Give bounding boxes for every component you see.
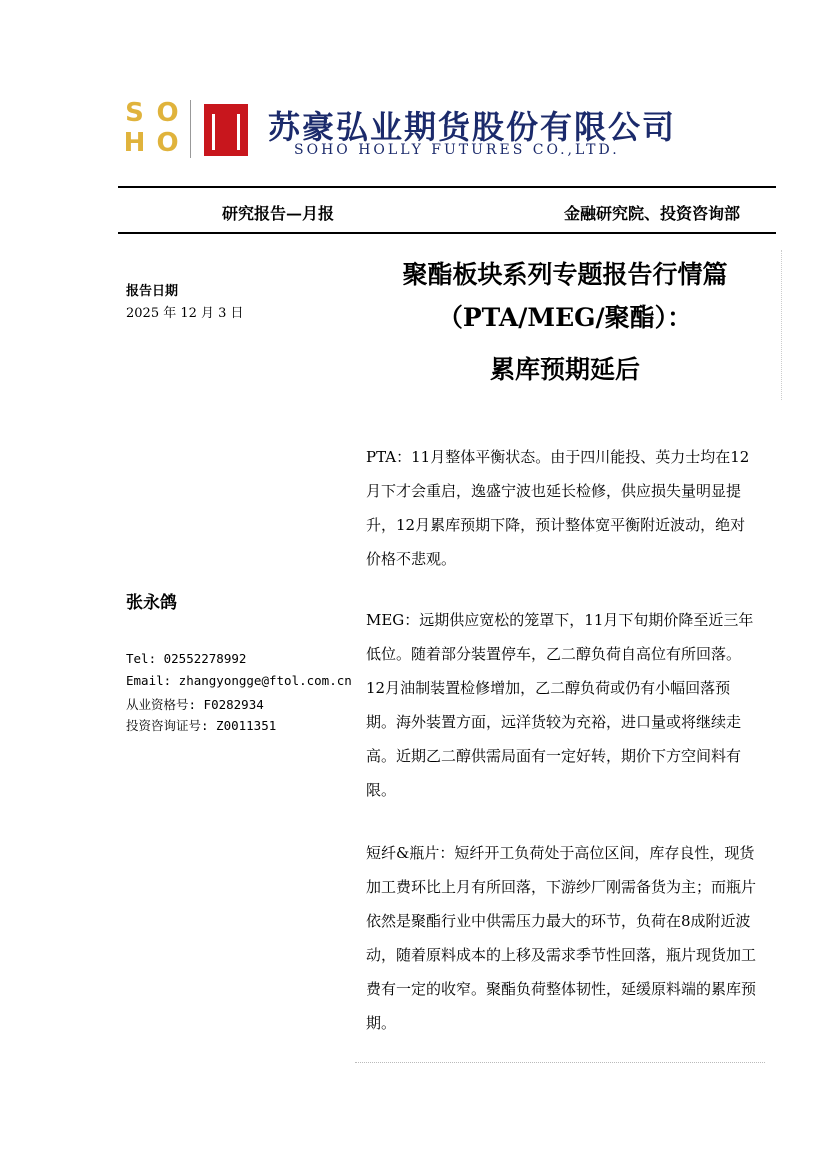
author-name: 张永鸽 [126, 593, 177, 613]
header-rule-top [118, 186, 776, 188]
logo-letter: H [123, 128, 146, 158]
logo-divider [190, 100, 191, 158]
report-type: 研究报告—月报 [222, 204, 335, 223]
header-rule-bottom [118, 232, 776, 234]
date-label: 报告日期 [126, 284, 179, 299]
section-dotted-divider [355, 1062, 765, 1063]
logo-letter: S [125, 98, 144, 128]
paragraph-pta: PTA：11月整体平衡状态。由于四川能投、英力士均在12月下才会重启，逸盛宁波也延长检修，供应损失量明显提升，12月累库预期下降，预计整体宽平衡附近波动，绝对价格不悲观。 [366, 448, 750, 568]
company-name-en: SOHO HOLLY FUTURES CO.,LTD. [294, 142, 620, 158]
logo-letter: O [156, 128, 179, 158]
report-title-line2: （PTA/MEG/聚酯）： [437, 303, 693, 332]
author-advisory-license: 投资咨询证号: Z0011351 [126, 718, 277, 733]
author-email: Email: zhangyongge@ftol.com.cn [126, 673, 352, 688]
author-tel: Tel: 02552278992 [126, 651, 247, 666]
paragraph-fiber-chips: 短纤&瓶片：短纤开工负荷处于高位区间，库存良性，现货加工费环比上月有所回落，下游纱厂刚需备货为主；而瓶片依然是聚酯行业中供需压力最大的环节，负荷在8成附近波动，随着原料成本的上移及需求季节性回落，瓶片现货加工费有一定的收窄。聚酯负荷整体韧性，延缓原料端的累库预期。 [366, 844, 757, 1032]
soho-logo-mark [118, 98, 184, 158]
author-license: 从业资格号: F0282934 [126, 697, 264, 712]
report-date: 2025 年 12 月 3 日 [126, 306, 244, 321]
margin-dotted-line [781, 250, 782, 400]
cube-logo-icon [204, 104, 248, 156]
paragraph-meg: MEG：远期供应宽松的笼罩下，11月下旬期价降至近三年低位。随着部分装置停车，乙二醇负荷自高位有所回落。12月油制装置检修增加，乙二醇负荷或仍有小幅回落预期。海外装置方面，远洋货较为充裕，进口量或将继续走高。近期乙二醇供需局面有一定好转，期价下方空间料有限。 [366, 611, 754, 799]
department: 金融研究院、投资咨询部 [563, 204, 740, 223]
company-name-cn: 苏豪弘业期货股份有限公司 [268, 108, 677, 146]
report-title-line1: 聚酯板块系列专题报告行情篇 [402, 260, 728, 289]
report-title-line3: 累库预期延后 [489, 355, 640, 384]
logo-letter: O [156, 98, 179, 128]
